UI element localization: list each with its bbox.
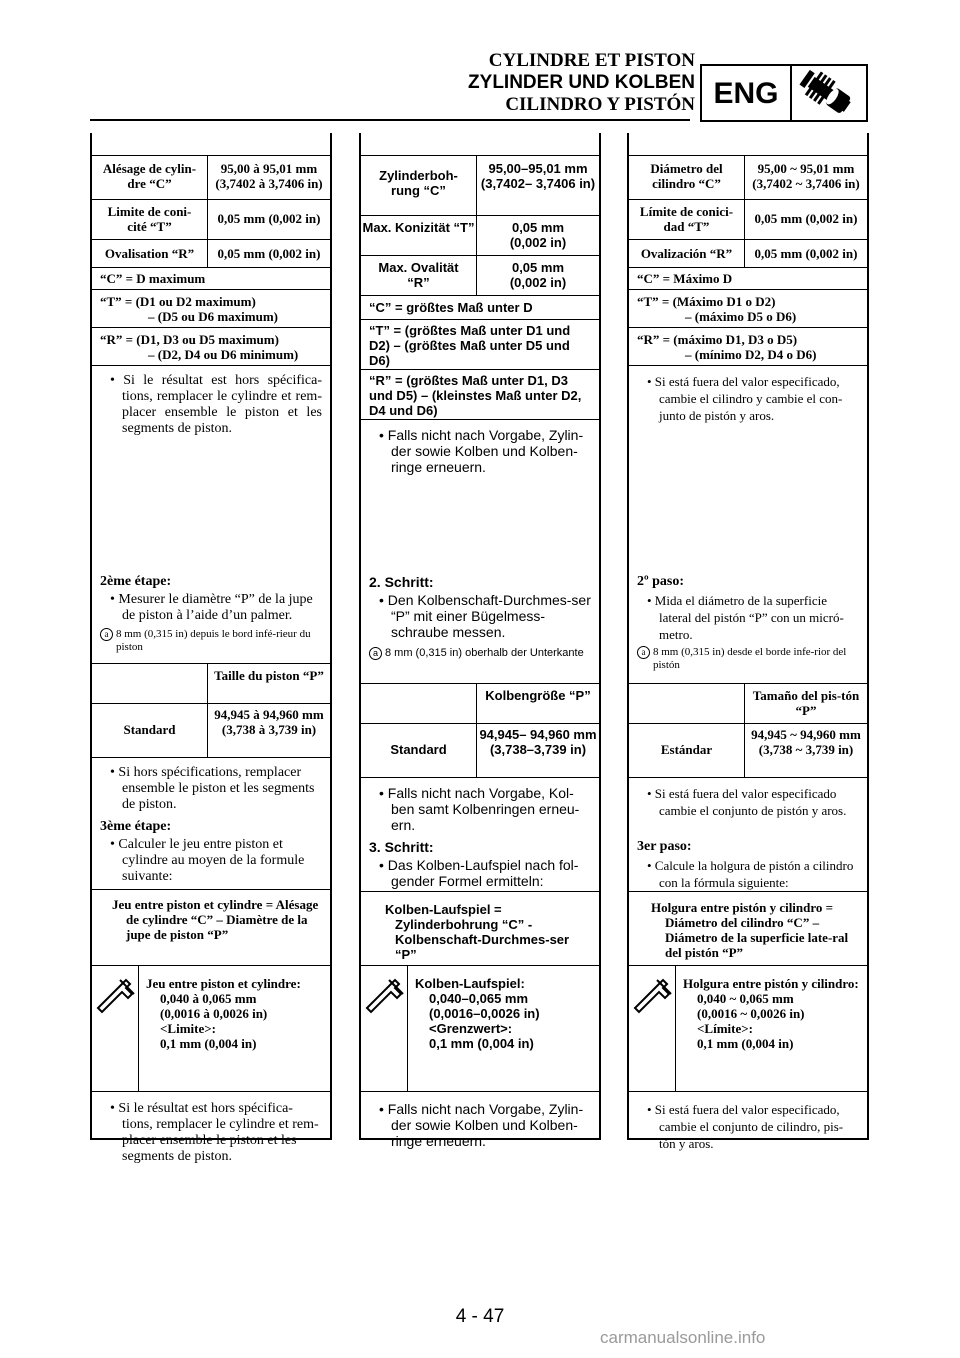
ref-text: 8 mm (0,315 in) desde el borde infe-rior del pistón [653, 646, 847, 671]
spec-taper-label: Límite de conici-dad “T” [629, 200, 745, 239]
spec-oval-label: Max. Ovalität “R” [361, 256, 477, 295]
column-fr [90, 133, 332, 1164]
spec-oval-label: Ovalización “R” [629, 240, 745, 267]
formula-t-line1: “T” = (D1 ou D2 maximum) [100, 294, 256, 309]
piston-size-header: Tamaño del pis-tón “P” [752, 688, 860, 718]
step3-title: 3er paso: [637, 839, 692, 854]
clearance-formula: Holgura entre pistón y cilindro = Diámetro del cilindro “C” – Diámetro de la superficie late-ral del pistón “P” [629, 892, 867, 966]
ref-note [637, 646, 859, 672]
formula-t-line2: – (D5 ou D6 maximum) [148, 309, 278, 324]
piston-size-header: Kolbengröße “P” [485, 688, 591, 703]
spec-bore-label: Alésage de cylin-dre “C” [92, 156, 208, 199]
clearance-formula: Jeu entre piston et cylindre = Alésage de cylindre “C” – Diamètre de la jupe de piston “P” [92, 890, 330, 966]
clearance-spec-value: 0,040 ~ 0,065 mm [697, 991, 794, 1006]
header-title-fr: CYLINDRE ET PISTON [488, 50, 695, 71]
piston-standard-value: 94,945 ~ 94,960 mm (3,738 ~ 3,739 in) [751, 727, 861, 757]
spec-taper-value: 0,05 mm (0,002 in) [217, 211, 321, 226]
note-replace-cylinder: • Si está fuera del valor especificado, cambie el cilindro y cambie el con-junto de pistón y aros. [647, 374, 843, 423]
formula-c: “C” = Máximo D [629, 268, 867, 290]
clearance-spec-title: Holgura entre pistón y cilindro: [683, 976, 859, 991]
note-replace-cylinder: • Falls nicht nach Vorgabe, Zylin-der sowie Kolben und Kolben-ringe erneuern. [379, 427, 584, 475]
formula-t: “T” = (größtes Maß unter D1 und D2) – (größtes Maß unter D5 und D6) [361, 320, 599, 370]
spec-oval-value: 0,05 mm (0,002 in) [509, 260, 567, 290]
spec-bore-value: 95,00 à 95,01 mm (3,7402 à 3,7406 in) [215, 161, 323, 191]
ref-text: 8 mm (0,315 in) oberhalb der Unterkante [385, 647, 584, 659]
caliper-icon [96, 978, 136, 1014]
spec-bore-value: 95,00–95,01 mm (3,7402– 3,7406 in) [480, 161, 596, 191]
header-title-es: CILINDRO Y PISTÓN [505, 94, 695, 115]
clearance-spec-value: 0,040–0,065 mm [429, 991, 529, 1006]
caliper-icon [365, 978, 405, 1014]
spec-bore-value: 95,00 ~ 95,01 mm (3,7402 ~ 3,7406 in) [752, 161, 860, 191]
note-final: • Falls nicht nach Vorgabe, Zylin-der sowie Kolben und Kolben-ringe erneuern. [379, 1101, 584, 1149]
clearance-limit-value: 0,1 mm (0,004 in) [429, 1036, 534, 1051]
step2-title: 2. Schritt: [369, 574, 434, 590]
piston-standard-label: Standard [361, 724, 477, 777]
column-es [627, 133, 869, 1151]
note-replace-cylinder: • Si le résultat est hors spécifica-tions, remplacer le cylindre et rem-placer ensemble le piston et les segments de piston. [110, 373, 322, 436]
spec-bore-label: Zylinderboh-rung “C” [361, 156, 477, 215]
clearance-formula: Kolben-Laufspiel = Zylinderbohrung “C” - Kolbenschaft-Durchmes-ser “P” [361, 892, 599, 966]
spec-oval-label: Ovalisation “R” [92, 240, 208, 267]
spec-taper-value: 0,05 mm (0,002 in) [754, 211, 858, 226]
spec-oval-value: 0,05 mm (0,002 in) [217, 246, 321, 261]
header-title-de: ZYLINDER UND KOLBEN [468, 72, 695, 93]
wrench-gear-icon [792, 64, 868, 122]
step2-text: • Den Kolbenschaft-Durchmes-ser “P” mit einer Bügelmess-schraube messen. [379, 592, 591, 640]
step3-text: • Das Kolben-Laufspiel nach fol-gender Formel ermitteln: [379, 857, 579, 889]
formula-r-line1: “R” = (D1, D3 ou D5 maximum) [100, 332, 279, 347]
formula-r-line2: – (mínimo D2, D4 o D6) [685, 347, 817, 362]
note-replace-piston: • Si hors spécifications, remplacer ensemble le piston et les segments de piston. [110, 765, 315, 812]
formula-r [629, 328, 867, 366]
piston-size-header: Taille du piston “P” [214, 668, 324, 683]
ref-marker-a: a [637, 646, 650, 659]
formula-c: “C” = D maximum [92, 268, 330, 290]
clearance-spec-value-in: (0,0016–0,0026 in) [429, 1006, 540, 1021]
piston-standard-value: 94,945– 94,960 mm (3,738–3,739 in) [479, 727, 597, 757]
clearance-spec-value-in: (0,0016 ~ 0,0026 in) [697, 1006, 805, 1021]
formula-t [629, 290, 867, 328]
clearance-limit-label: <Límite>: [697, 1021, 753, 1036]
clearance-spec-box [361, 966, 599, 1092]
step2-title: 2ème étape: [100, 574, 172, 589]
step3-text: • Calcule la holgura de pistón a cilindro con la fórmula siguiente: [647, 858, 854, 890]
page-number: 4 - 47 [455, 1306, 505, 1327]
ref-text: 8 mm (0,315 in) depuis le bord infé-rieur du piston [116, 628, 311, 653]
watermark: carmanualsonline.info [600, 1328, 766, 1347]
formula-t-line1: “T” = (Máximo D1 o D2) [637, 294, 776, 309]
note-final: • Si está fuera del valor especificado, cambie el conjunto de cilindro, pis-tón y aros. [647, 1102, 844, 1151]
ref-note [100, 628, 322, 654]
formula-t [92, 290, 330, 328]
formula-r-line2: – (D2, D4 ou D6 minimum) [148, 347, 299, 362]
clearance-spec-box [629, 966, 867, 1092]
piston-standard-value: 94,945 à 94,960 mm (3,738 à 3,739 in) [214, 707, 324, 737]
step3-title: 3ème étape: [100, 819, 172, 834]
spec-taper-label: Max. Konizität “T” [361, 216, 477, 255]
piston-standard-label: Estándar [629, 724, 745, 777]
column-de [359, 133, 601, 1149]
clearance-spec-title: Kolben-Laufspiel: [415, 976, 525, 991]
header-rule [90, 119, 690, 121]
spec-oval-value: 0,05 mm (0,002 in) [754, 246, 858, 261]
step2-text: • Mesurer le diamètre “P” de la jupe de piston à l’aide d’un palmer. [110, 592, 313, 623]
note-replace-piston: • Falls nicht nach Vorgabe, Kol-ben samt Kolbenringen erneu-ern. [379, 785, 580, 833]
step3-text: • Calculer le jeu entre piston et cylindre au moyen de la formule suivante: [110, 837, 305, 884]
step2-text: • Mida el diámetro de la superficie lateral del pistón “P” con un micró-metro. [647, 593, 844, 642]
clearance-spec-value-in: (0,0016 à 0,0026 in) [160, 1006, 268, 1021]
ref-marker-a: a [369, 647, 382, 660]
ref-note [369, 647, 591, 660]
note-replace-piston: • Si está fuera del valor especificado cambie el conjunto de pistón y aros. [647, 786, 847, 818]
spec-taper-value: 0,05 mm (0,002 in) [509, 220, 567, 250]
piston-standard-label: Standard [92, 704, 208, 757]
clearance-limit-label: <Grenzwert>: [429, 1021, 513, 1036]
formula-r [92, 328, 330, 366]
clearance-spec-box [92, 966, 330, 1092]
clearance-limit-label: <Limite>: [160, 1021, 216, 1036]
note-final: • Si le résultat est hors spécifica-tions, remplacer le cylindre et rem-placer ensemble le piston et les segments de piston. [110, 1101, 319, 1164]
formula-r-line1: “R” = (máximo D1, D3 o D5) [637, 332, 798, 347]
clearance-limit-value: 0,1 mm (0,004 in) [160, 1036, 257, 1051]
spec-taper-label: Limite de coni-cité “T” [92, 200, 208, 239]
formula-t-line2: – (máximo D5 o D6) [685, 309, 797, 324]
clearance-limit-value: 0,1 mm (0,004 in) [697, 1036, 794, 1051]
ref-marker-a: a [100, 628, 113, 641]
spec-bore-label: Diámetro del cilindro “C” [629, 156, 745, 199]
caliper-icon [633, 978, 673, 1014]
formula-c: “C” = größtes Maß unter D [361, 296, 599, 320]
clearance-spec-value: 0,040 à 0,065 mm [160, 991, 257, 1006]
section-badge: ENG [700, 64, 792, 122]
step2-title: 2º paso: [637, 574, 685, 589]
clearance-spec-title: Jeu entre piston et cylindre: [146, 976, 301, 991]
step3-title: 3. Schritt: [369, 839, 434, 855]
formula-r: “R” = (größtes Maß unter D1, D3 und D5) – (kleinstes Maß unter D2, D4 und D6) [361, 370, 599, 420]
